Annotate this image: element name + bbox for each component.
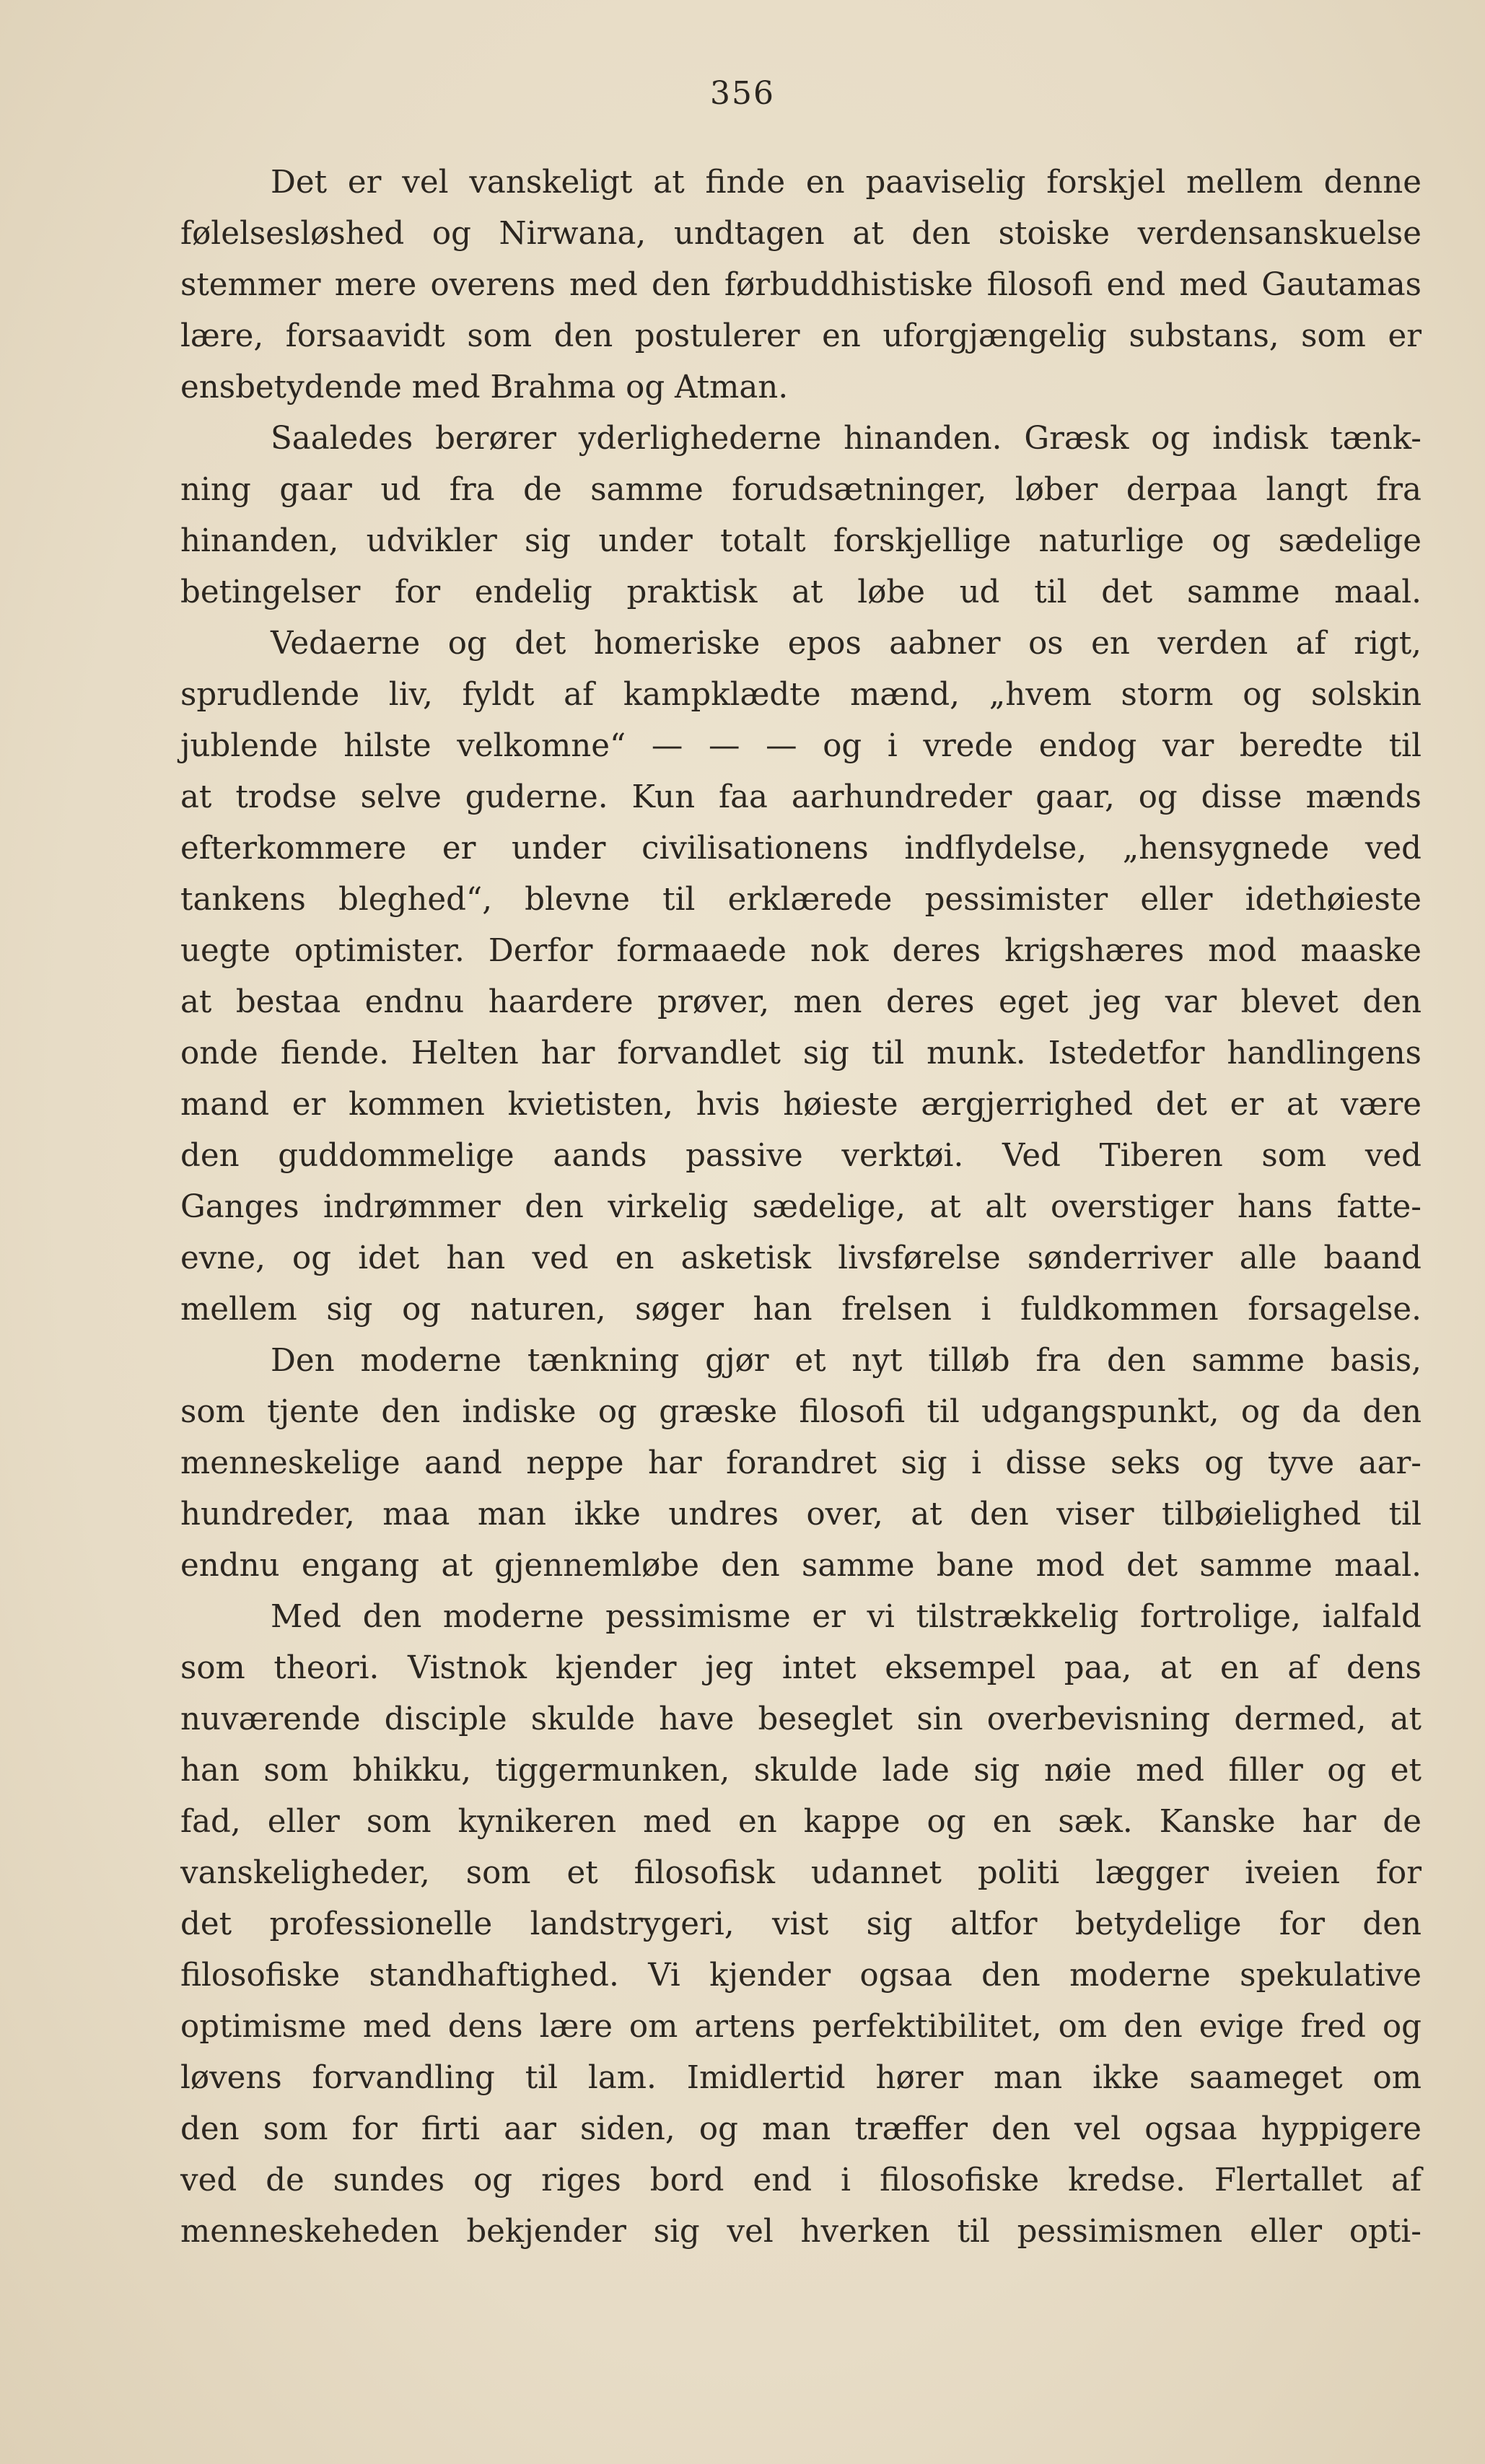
text-line: onde fiende. Helten har forvandlet sig til munk. Istedetfor handlingens [180,1035,1422,1071]
paragraph-5 [180,1592,1422,2258]
text-line: løvens forvandling til lam. Imidlertid hører man ikke saameget om [180,2060,1422,2096]
text-line: Den moderne tænkning gjør et nyt tilløb fra den samme basis, [271,1343,1422,1379]
text-line: det professionelle landstrygeri, vist sig altfor betydelige for den [180,1906,1422,1942]
text-line: hinanden, udvikler sig under totalt forskjellige naturlige og sædelige [180,523,1422,559]
text-line: tankens bleghed“, blevne til erklærede pessimister eller idethøieste [180,882,1422,918]
text-line: jublende hilste velkomne“ — — — og i vrede endog var beredte til [180,728,1422,764]
paragraph-4 [180,1336,1422,1592]
text-line: ved de sundes og riges bord end i filosofiske kredse. Flertallet af [180,2162,1422,2198]
paragraph-2 [180,413,1422,618]
text-line: som tjente den indiske og græske filosofi til udgangspunkt, og da den [180,1394,1422,1430]
text-line: nuværende disciple skulde have beseglet sin overbevisning dermed, at [180,1701,1422,1737]
page-number: 356 [710,75,775,112]
text-line: stemmer mere overens med den førbuddhistiske filosofi end med Gautamas [180,267,1422,303]
text-line: at trodse selve guderne. Kun faa aarhundreder gaar, og disse mænds [180,779,1422,815]
text-line: Med den moderne pessimisme er vi tilstrækkelig fortrolige, ialfald [271,1599,1422,1635]
text-line: følelsesløshed og Nirwana, undtagen at den stoiske verdensanskuelse [180,216,1422,252]
text-line: Saaledes berører yderlighederne hinanden. Græsk og indisk tænk- [271,421,1422,457]
text-line: ensbetydende med Brahma og Atman. [180,369,789,405]
text-line: den guddommelige aands passive verktøi. Ved Tiberen som ved [180,1138,1422,1174]
text-line: filosofiske standhaftighed. Vi kjender ogsaa den moderne spekulative [180,1957,1422,1994]
text-line: fad, eller som kynikeren med en kappe og en sæk. Kanske har de [180,1804,1422,1840]
text-line: uegte optimister. Derfor formaaede nok deres krigshæres mod maaske [180,933,1422,969]
text-line: menneskelige aand neppe har forandret sig i disse seks og tyve aar- [180,1445,1422,1481]
text-line: sprudlende liv, fyldt af kampklædte mænd, „hvem storm og solskin [180,677,1422,713]
body-text [180,157,1422,2258]
text-line: Vedaerne og det homeriske epos aabner os en verden af rigt, [271,626,1422,662]
text-line: Ganges indrømmer den virkelig sædelige, at alt overstiger hans fatte- [180,1189,1422,1225]
text-line: evne, og idet han ved en asketisk livsførelse sønderriver alle baand [180,1240,1422,1276]
text-line: han som bhikku, tiggermunken, skulde lade sig nøie med filler og et [180,1753,1422,1789]
text-line: endnu engang at gjennemløbe den samme bane mod det samme maal. [180,1548,1422,1584]
text-line: efterkommere er under civilisationens indflydelse, „hensygnede ved [180,830,1422,867]
text-line: ning gaar ud fra de samme forudsætninger, løber derpaa langt fra [180,472,1422,508]
text-line: mand er kommen kvietisten, hvis høieste ærgjerrighed det er at være [180,1087,1422,1123]
text-line: at bestaa endnu haardere prøver, men deres eget jeg var blevet den [180,984,1422,1020]
text-line: betingelser for endelig praktisk at løbe ud til det samme maal. [180,574,1422,610]
text-line: lære, forsaavidt som den postulerer en uforgjængelig substans, som er [180,318,1422,354]
text-line: vanskeligheder, som et filosofisk udannet politi lægger iveien for [180,1855,1422,1891]
text-line: menneskeheden bekjender sig vel hverken til pessimismen eller opti- [180,2214,1422,2250]
text-line: den som for firti aar siden, og man træffer den vel ogsaa hyppigere [180,2111,1422,2147]
text-line: hundreder, maa man ikke undres over, at den viser tilbøielighed til [180,1496,1422,1533]
text-line: som theori. Vistnok kjender jeg intet eksempel paa, at en af dens [180,1650,1422,1686]
paragraph-3 [180,618,1422,1336]
text-line: Det er vel vanskeligt at finde en paaviselig forskjel mellem denne [271,165,1422,201]
text-line: mellem sig og naturen, søger han frelsen i fuldkommen forsagelse. [180,1292,1422,1328]
paragraph-1 [180,157,1422,413]
text-line: optimisme med dens lære om artens perfektibilitet, om den evige fred og [180,2009,1422,2045]
